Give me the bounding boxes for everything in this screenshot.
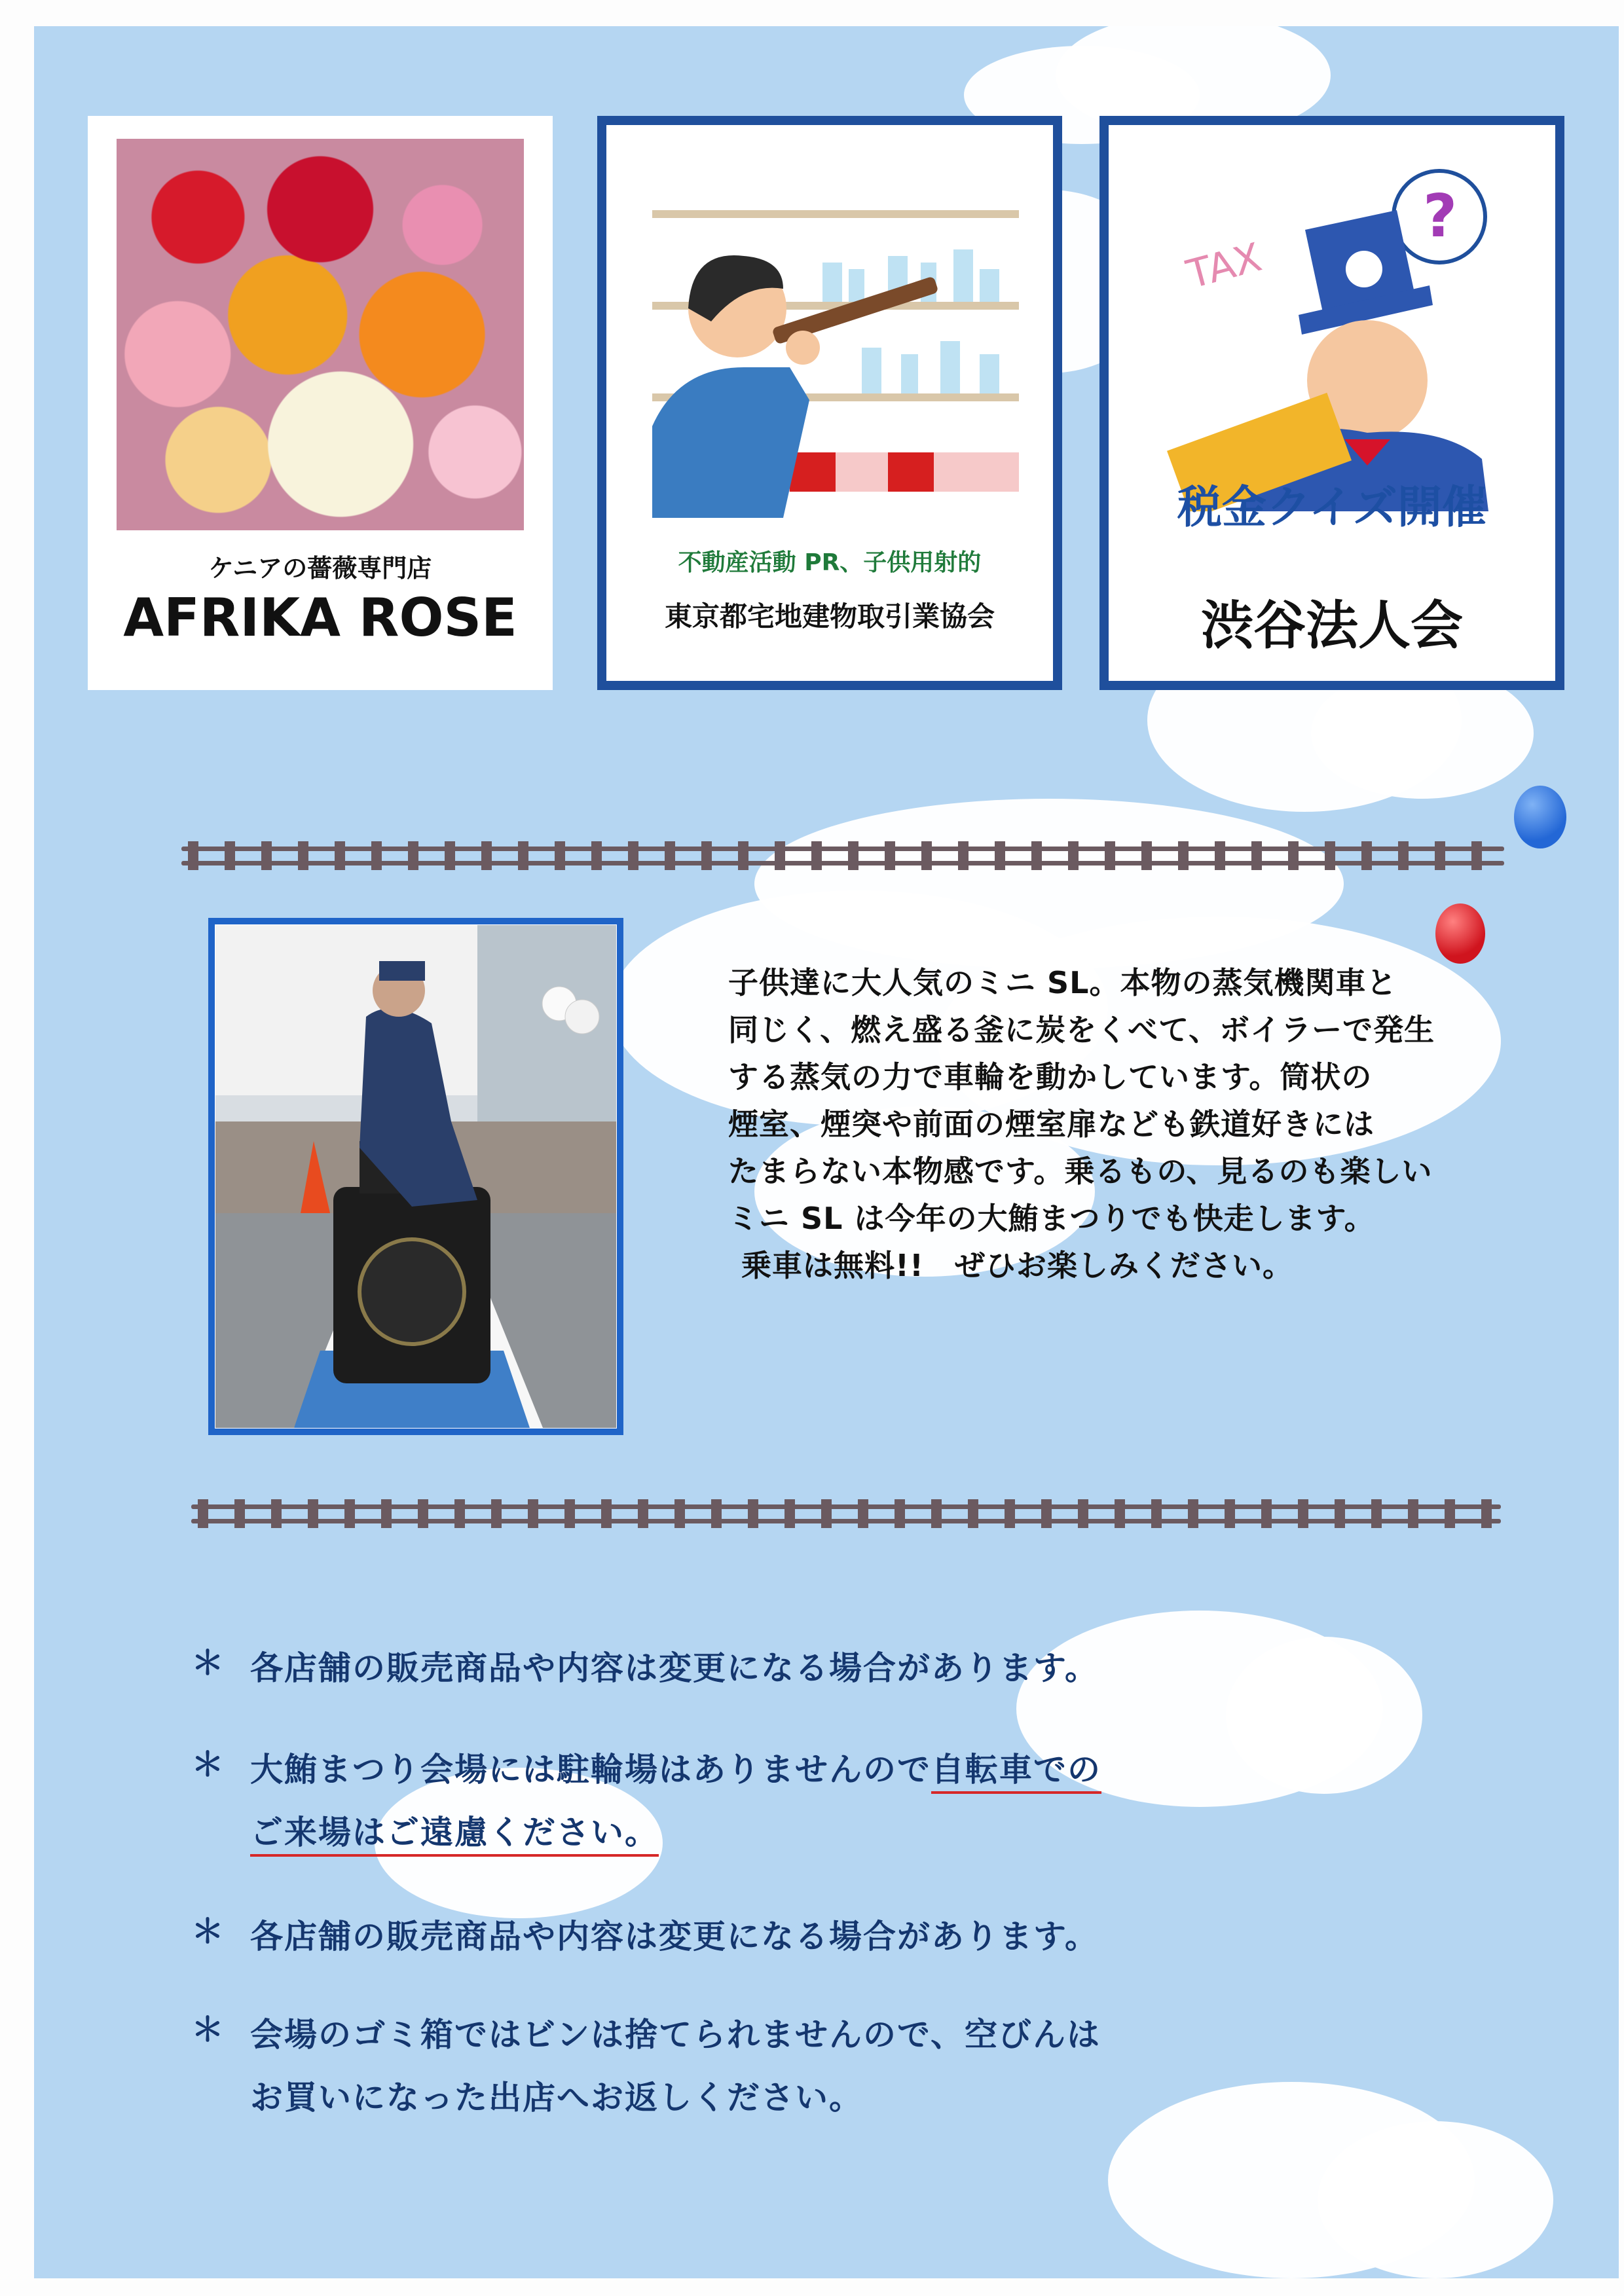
note-text-underlined: 自転車での — [931, 1751, 1101, 1794]
rail-divider — [181, 841, 1504, 870]
card-title: 渋谷法人会 — [1201, 595, 1463, 656]
description-line: 乗車は無料!! ぜひお楽しみください。 — [741, 1248, 1293, 1283]
shooting-boy-icon — [639, 151, 1020, 518]
question-bubble: ? — [1423, 182, 1458, 251]
asterisk-icon: ＊ — [191, 1912, 225, 1950]
asterisk-icon: ＊ — [191, 1644, 225, 1682]
card-title: 東京都宅地建物取引業協会 — [664, 600, 995, 632]
description-line: ミニ SL は今年の大鮪まつりでも快走します。 — [728, 1201, 1375, 1236]
tax-sign: TAX — [1182, 234, 1266, 299]
roses-photo — [117, 139, 524, 530]
shop-card-shibuya-houjinkai — [1099, 116, 1564, 690]
balloon-blue-icon — [1514, 786, 1566, 848]
mini-sl-photo-frame — [208, 918, 623, 1435]
shop-card-afrika-rose — [88, 116, 553, 690]
description-line: する蒸気の力で車輪を動かしています。筒状の — [728, 1059, 1373, 1095]
note-2 — [191, 1738, 1101, 1864]
note-text: 会場のゴミ箱ではビンは捨てられませんので、空びんは — [250, 2016, 1101, 2054]
card-subtitle: 不動産活動 PR、子供用射的 — [678, 549, 982, 576]
cloud — [1226, 1637, 1422, 1794]
note-1 — [191, 1637, 1099, 1700]
mini-sl-description — [728, 959, 1579, 1289]
tax-man-illustration — [1135, 145, 1528, 511]
card-title: AFRIKA ROSE — [123, 587, 517, 648]
shooting-game-illustration — [639, 151, 1020, 518]
rail-divider — [191, 1499, 1501, 1528]
description-line: 煙室、煙突や前面の煙室扉なども鉄道好きには — [728, 1106, 1375, 1142]
mini-sl-photo — [215, 925, 616, 1428]
shop-card-takken — [597, 116, 1062, 690]
flyer-page — [34, 26, 1619, 2278]
description-line: 同じく、燃え盛る釜に炭をくべて、ボイラーで発生 — [728, 1012, 1435, 1048]
balloon-red-icon — [1435, 903, 1485, 964]
note-text-underlined: ご来場はご遠慮ください。 — [250, 1813, 659, 1857]
tax-quiz-label: 税金クイズ開催 — [1177, 482, 1486, 534]
asterisk-icon: ＊ — [191, 1745, 225, 1783]
description-line: 子供達に大人気のミニ SL。本物の蒸気機関車と — [728, 965, 1397, 1000]
note-text: 各店舗の販売商品や内容は変更になる場合があります。 — [250, 1918, 1099, 1956]
note-4 — [191, 2003, 1101, 2129]
description-line: たまらない本物感です。乗るもの、見るのも楽しい — [728, 1154, 1433, 1189]
cloud — [1318, 2121, 1553, 2278]
note-text: 大鮪まつり会場には駐輪場はありませんので — [250, 1751, 931, 1789]
note-text: 各店舗の販売商品や内容は変更になる場合があります。 — [250, 1649, 1099, 1687]
asterisk-icon: ＊ — [191, 2011, 225, 2049]
note-3 — [191, 1905, 1099, 1968]
note-text: お買いになった出店へお返しください。 — [250, 2079, 863, 2117]
card-subtitle: ケニアの薔薇専門店 — [208, 554, 432, 583]
